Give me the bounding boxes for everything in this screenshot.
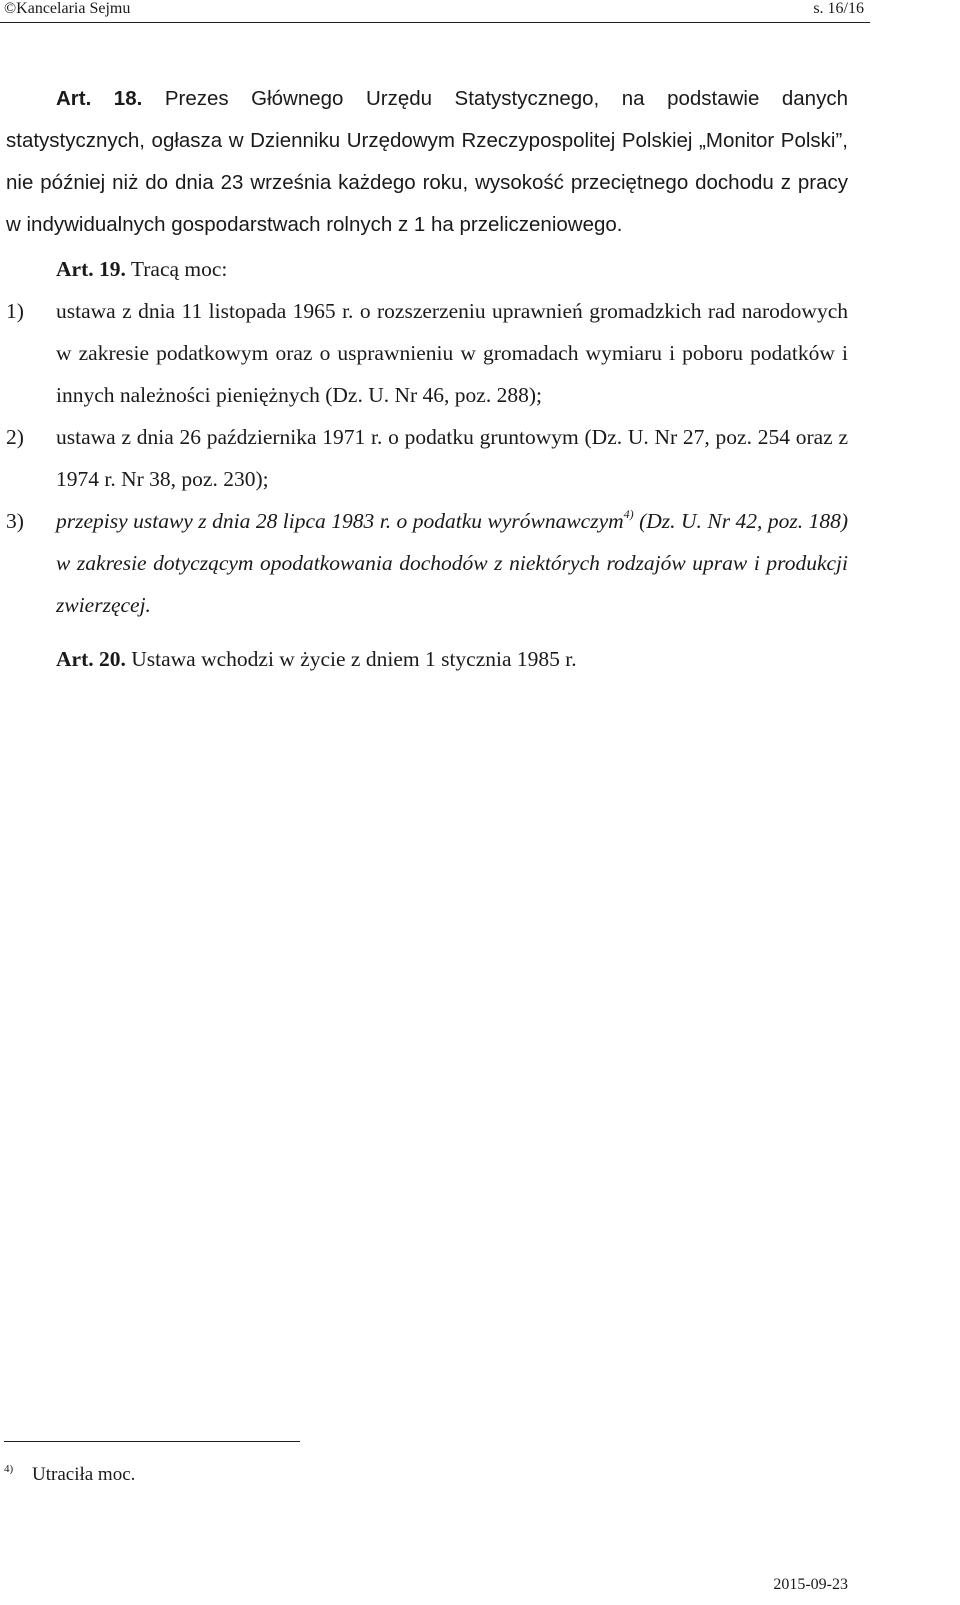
item-text-after: (Dz. U. Nr 42, poz. 188) w zakresie dotyczącym opodatkowania dochodów z niektórych rodzajów upraw i produkcji zwierzęcej.	[56, 509, 848, 617]
footnote-number: 4)	[4, 1463, 14, 1475]
footer-date: 2015-09-23	[773, 1576, 848, 1593]
article-19-item-3	[6, 500, 848, 626]
item-number: 1)	[6, 299, 24, 323]
document-body	[6, 78, 848, 680]
footnote-reference[interactable]: 4)	[623, 506, 634, 521]
article-19-item-2	[6, 416, 848, 500]
footnote	[4, 1464, 135, 1486]
article-18-text: Prezes Głównego Urzędu Statystycznego, na podstawie danych statystycznych, ogłasza w Dzienniku Urzędowym Rzeczypospolitej Polskiej „Monitor Polski”, nie później niż do dnia 23 września każdego roku, wysokość przeciętnego dochodu z pracy w indywidualnych gospodarstwach rolnych z 1 ha przeliczeniowego.	[6, 87, 848, 236]
item-text-before: przepisy ustawy z dnia 28 lipca 1983 r. o podatku wyrównawczym	[56, 509, 624, 533]
article-18-label: Art. 18.	[56, 87, 143, 110]
article-19	[6, 248, 848, 290]
item-number: 3)	[6, 509, 24, 533]
footnote-divider	[4, 1441, 300, 1442]
article-18	[6, 78, 848, 246]
footnote-text: Utraciła moc.	[32, 1464, 136, 1485]
item-text: ustawa z dnia 26 października 1971 r. o podatku gruntowym (Dz. U. Nr 27, poz. 254 oraz z 1974 r. Nr 38, poz. 230);	[56, 425, 848, 491]
item-text: ustawa z dnia 11 listopada 1965 r. o rozszerzeniu uprawnień gromadzkich rad narodowych w zakresie podatkowym oraz o usprawnieniu w gromadach wymiaru i poboru podatków i innych należności pieniężnych (Dz. U. Nr 46, poz. 288);	[56, 299, 848, 407]
item-text	[56, 500, 848, 626]
page-header	[0, 0, 870, 23]
header-source: ©Kancelaria Sejmu	[4, 0, 131, 17]
header-page-number: s. 16/16	[813, 0, 864, 17]
article-19-item-1	[6, 290, 848, 416]
article-20-text: Ustawa wchodzi w życie z dniem 1 stycznia 1985 r.	[131, 647, 577, 671]
article-19-intro: Tracą moc:	[130, 257, 228, 281]
item-number: 2)	[6, 425, 24, 449]
article-20-label: Art. 20.	[56, 647, 126, 671]
article-20	[6, 638, 848, 680]
article-19-label: Art. 19.	[56, 257, 126, 281]
